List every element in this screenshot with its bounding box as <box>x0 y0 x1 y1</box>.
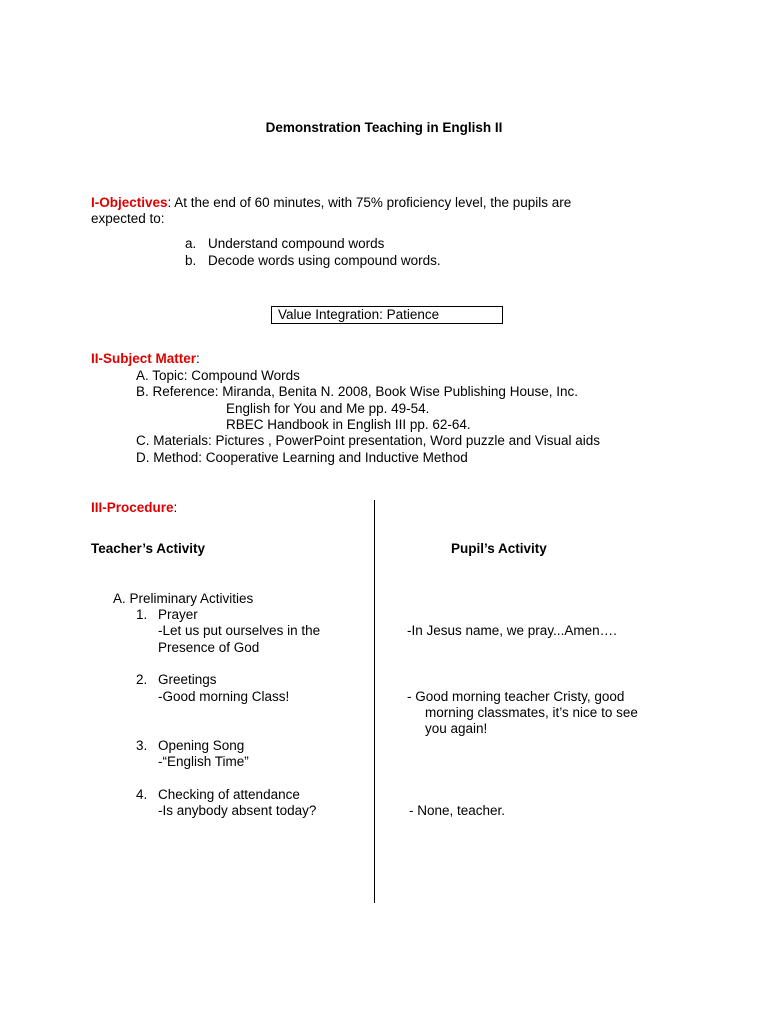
teacher-activity-header: Teacher’s Activity <box>91 541 206 556</box>
objectives-text: : At the end of 60 minutes, with 75% proficiency level, the pupils are <box>167 195 572 210</box>
subject-reference-3: RBEC Handbook in English III pp. 62-64. <box>226 417 471 432</box>
step-2-title: Greetings <box>158 672 217 687</box>
objectives-text-continued: expected to: <box>91 211 165 226</box>
step-4-marker: 4. <box>136 787 148 802</box>
step-4-teacher-line-1: -Is anybody absent today? <box>158 803 317 818</box>
subject-materials: C. Materials: Pictures , PowerPoint presentation, Word puzzle and Visual aids <box>136 433 600 448</box>
procedure-heading: III-Procedure <box>91 500 174 515</box>
subject-reference: B. Reference: Miranda, Benita N. 2008, Book Wise Publishing House, Inc. <box>136 384 578 399</box>
subject-matter-line <box>91 351 200 367</box>
objective-marker-b: b. <box>185 253 197 268</box>
procedure-line <box>91 500 177 516</box>
objectives-line <box>91 195 571 211</box>
document-title: Demonstration Teaching in English II <box>265 120 503 135</box>
objective-marker-a: a. <box>185 236 197 251</box>
step-2-marker: 2. <box>136 672 148 687</box>
objectives-heading: I-Objectives <box>91 195 168 210</box>
column-divider <box>374 500 375 903</box>
value-integration-box: Value Integration: Patience <box>271 306 503 324</box>
step-2-pupil-line-1: - Good morning teacher Cristy, good <box>407 689 625 704</box>
step-3-teacher-line-1: -“English Time” <box>158 754 249 769</box>
procedure-colon: : <box>173 500 178 515</box>
section-preliminary-activities: A. Preliminary Activities <box>113 591 254 606</box>
subject-matter-heading: II-Subject Matter <box>91 351 197 366</box>
subject-matter-colon: : <box>196 351 200 366</box>
step-1-marker: 1. <box>136 607 148 622</box>
step-2-pupil-line-3: you again! <box>425 721 488 736</box>
subject-method: D. Method: Cooperative Learning and Inductive Method <box>136 450 468 465</box>
subject-topic: A. Topic: Compound Words <box>136 368 300 383</box>
step-3-marker: 3. <box>136 738 148 753</box>
step-1-teacher-line-1: -Let us put ourselves in the <box>158 623 321 638</box>
objective-item-b: Decode words using compound words. <box>208 253 441 268</box>
objective-item-a: Understand compound words <box>208 236 385 251</box>
pupil-activity-header: Pupil’s Activity <box>451 541 547 556</box>
step-2-pupil-line-2: morning classmates, it’s nice to see <box>425 705 638 720</box>
subject-reference-2: English for You and Me pp. 49-54. <box>226 401 430 416</box>
step-2-teacher-line-1: -Good morning Class! <box>158 689 290 704</box>
step-1-title: Prayer <box>158 607 198 622</box>
step-1-teacher-line-2: Presence of God <box>158 640 260 655</box>
step-3-title: Opening Song <box>158 738 245 753</box>
step-4-title: Checking of attendance <box>158 787 300 802</box>
step-4-pupil-response: - None, teacher. <box>409 803 506 818</box>
step-1-pupil-response: -In Jesus name, we pray...Amen…. <box>407 623 617 638</box>
